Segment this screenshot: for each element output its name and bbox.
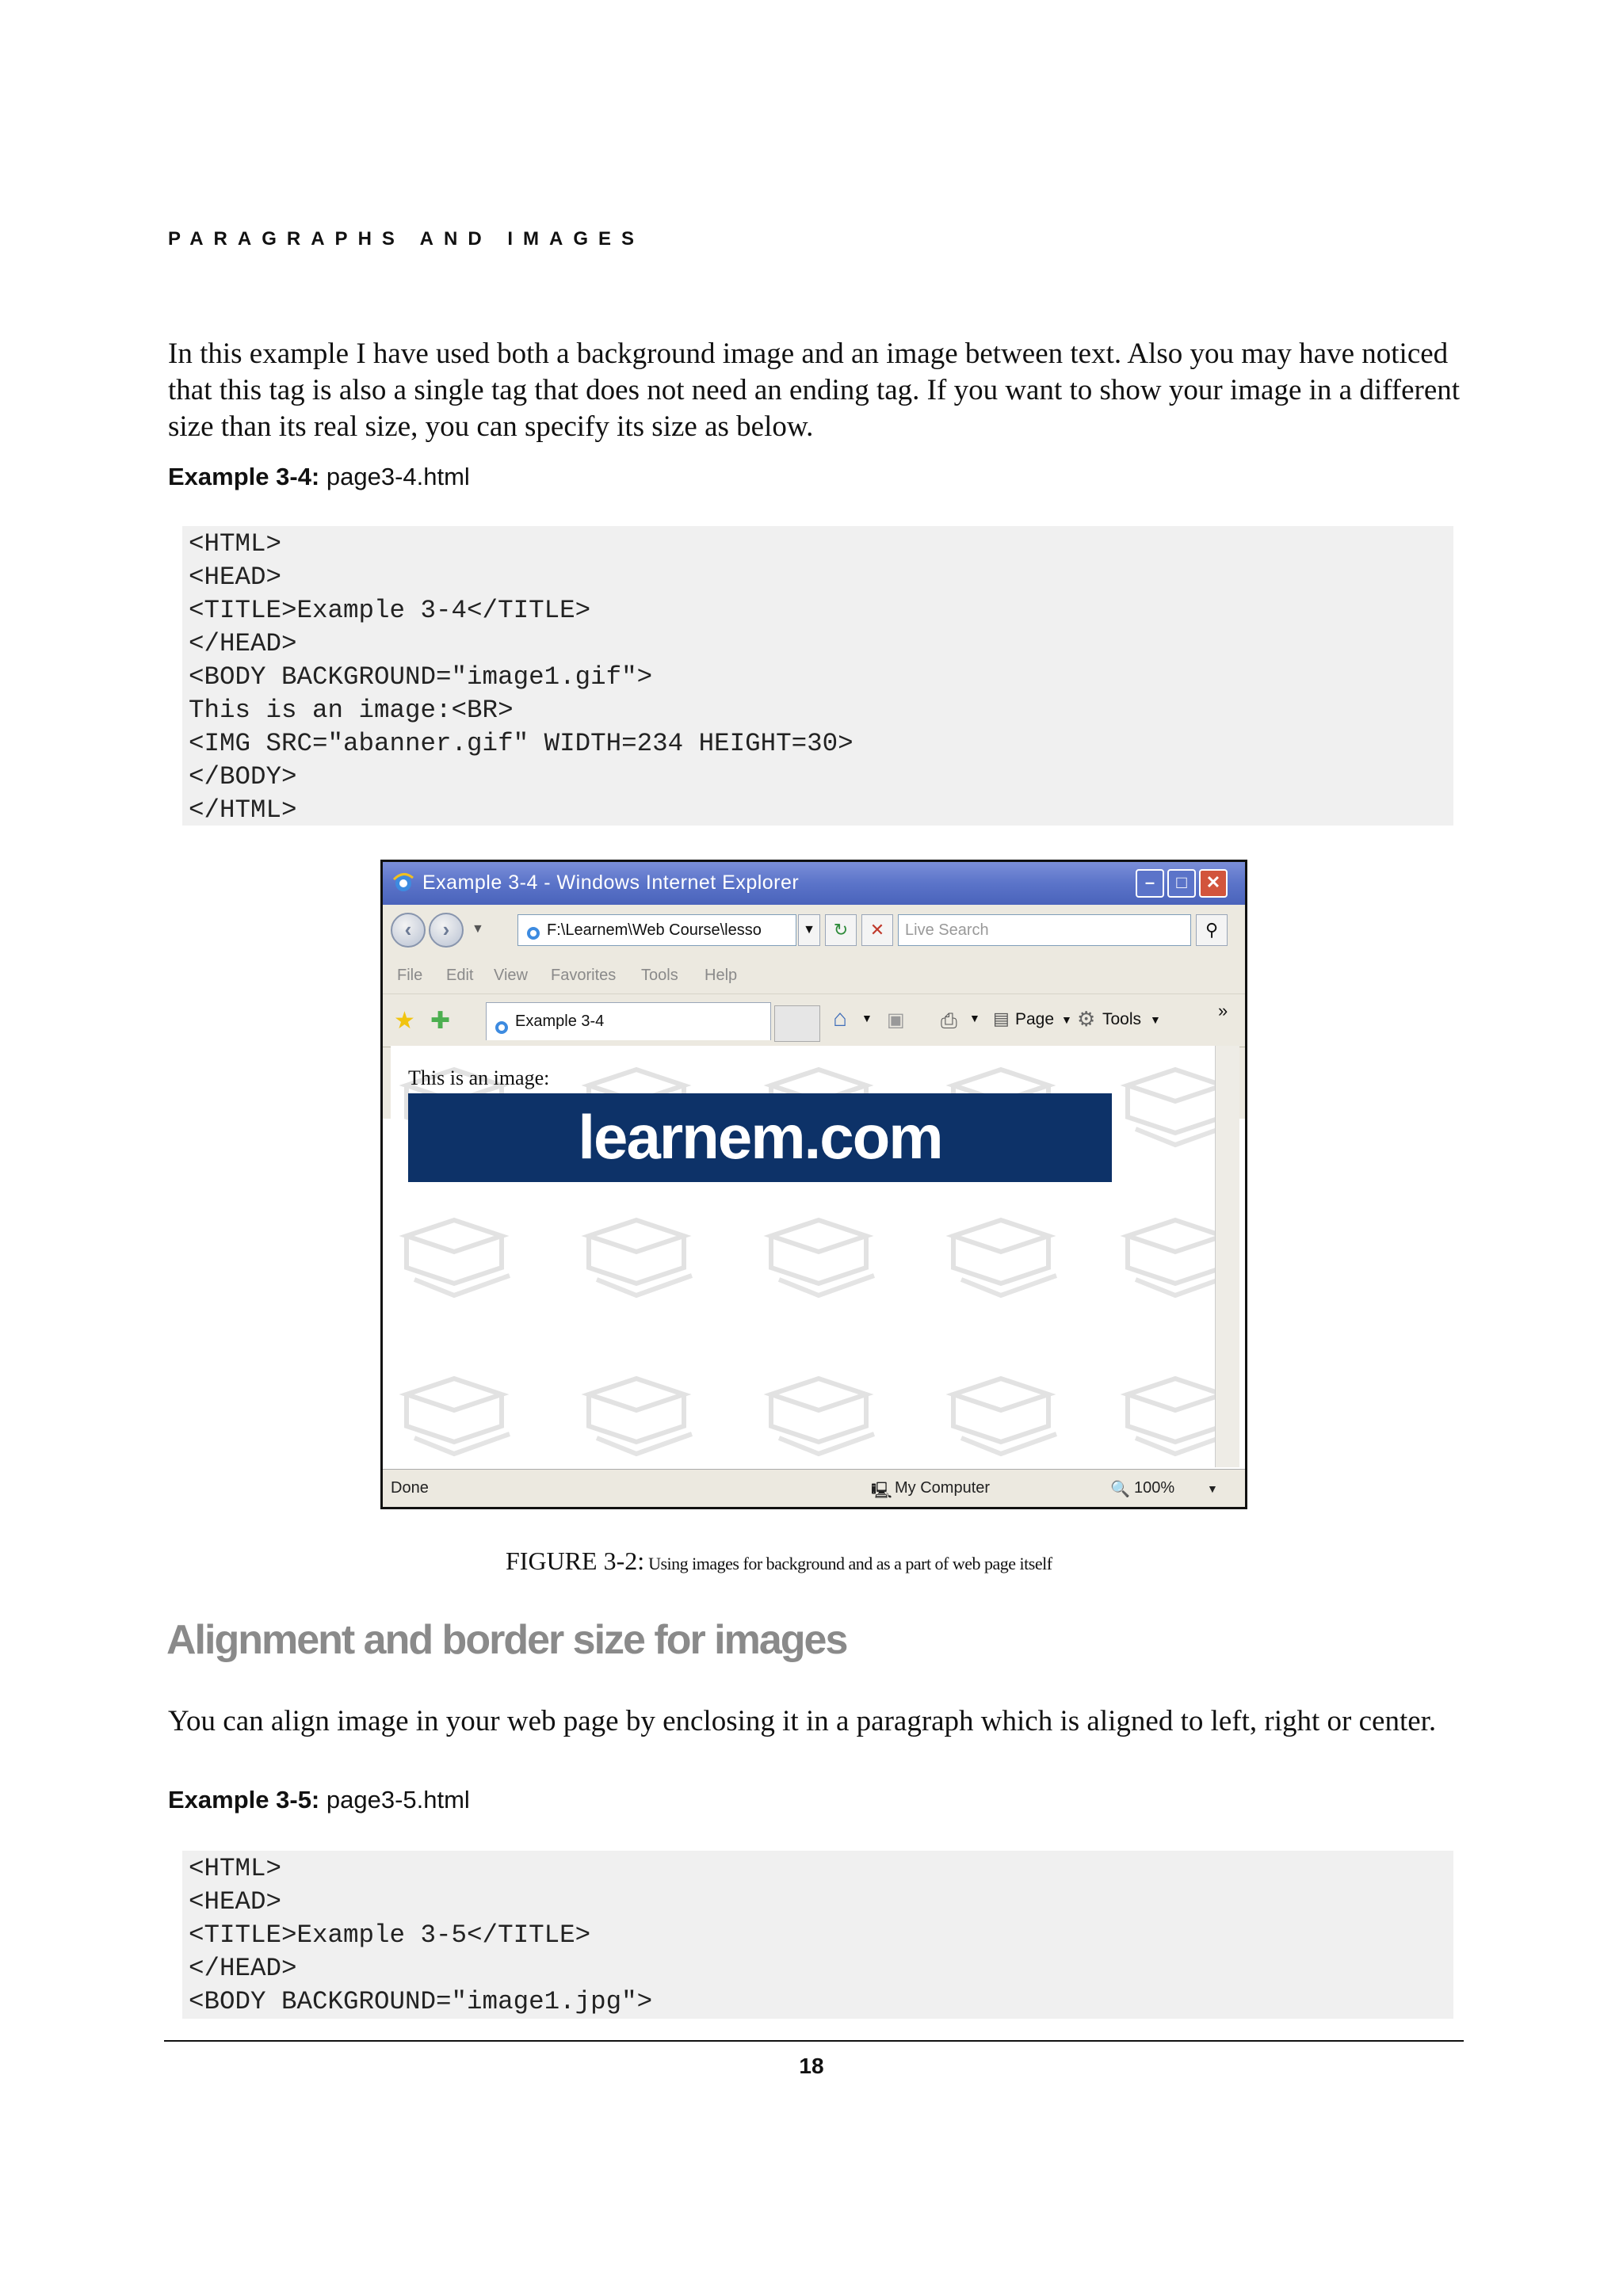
intro-line-2: that this tag is also a single tag that does not need an ending tag. If you want to show your image in a different [168, 374, 1461, 406]
status-zone: My Computer [895, 1479, 991, 1497]
browser-screenshot [380, 860, 1247, 1509]
page-dropdown-icon[interactable]: ▼ [1061, 1013, 1072, 1026]
maximize-button[interactable]: □ [1167, 869, 1196, 898]
code-line: <HTML> [189, 1854, 282, 1883]
code-block-2 [182, 1851, 1453, 2019]
print-icon[interactable]: ⎙ [941, 1009, 957, 1032]
minimize-button[interactable]: – [1136, 869, 1164, 898]
address-bar[interactable] [517, 914, 796, 946]
section-title: Alignment and border size for images [166, 1617, 847, 1663]
menu-help[interactable]: Help [705, 967, 738, 984]
figure-caption [506, 1547, 1052, 1576]
footer-rule [164, 2040, 1464, 2042]
menu-bar [383, 955, 1245, 994]
menu-view[interactable]: View [494, 967, 528, 984]
tab-label: Example 3-4 [515, 1013, 605, 1030]
code-line: </HTML> [189, 795, 297, 825]
example-label-2 [168, 1786, 470, 1814]
stop-button[interactable]: ✕ [861, 914, 893, 946]
status-bar [383, 1469, 1245, 1508]
search-icon[interactable]: ⚲ [1196, 914, 1228, 946]
address-dropdown-button[interactable]: ▼ [798, 914, 820, 946]
section-paragraph: You can align image in your web page by enclosing it in a paragraph which is aligned to left, right or center. [168, 1705, 1437, 1737]
code-line: <TITLE>Example 3-4</TITLE> [189, 596, 591, 625]
code-block-1 [182, 526, 1453, 826]
back-button[interactable]: ‹ [391, 913, 426, 948]
code-line: <TITLE>Example 3-5</TITLE> [189, 1920, 591, 1950]
menu-file[interactable]: File [397, 967, 423, 984]
home-dropdown-icon[interactable]: ▼ [861, 1012, 873, 1024]
refresh-button[interactable]: ↻ [825, 914, 857, 946]
page-text: This is an image: [408, 1066, 550, 1089]
search-input[interactable]: Live Search [898, 914, 1191, 946]
web-page-viewport [391, 1046, 1215, 1467]
ie-logo-icon [392, 871, 414, 894]
window-titlebar [383, 862, 1245, 905]
chevron-more-icon[interactable]: » [1218, 1001, 1228, 1020]
address-text: F:\Learnem\Web Course\lesso [547, 921, 762, 939]
favorites-star-icon[interactable]: ★ [394, 1008, 415, 1034]
banner-text: learnem.com [578, 1102, 942, 1172]
code-line: <HEAD> [189, 563, 282, 592]
page-number: 18 [799, 2054, 824, 2078]
intro-line-3: size than its real size, you can specify its size as below. [168, 410, 814, 443]
learnem-banner-image [408, 1093, 1112, 1182]
example-number-2: Example 3-5: [168, 1786, 320, 1814]
figure-text: Using images for background and as a part of web page itself [644, 1554, 1052, 1573]
menu-favorites[interactable]: Favorites [551, 967, 617, 984]
code-line: <BODY BACKGROUND="image1.gif"> [189, 662, 653, 692]
example-file-2: page3-5.html [319, 1786, 470, 1814]
intro-paragraph [168, 336, 1468, 445]
tab-page-icon [493, 1013, 510, 1030]
example-number-1: Example 3-4: [168, 463, 320, 490]
code-line: This is an image:<BR> [189, 696, 514, 725]
code-line: </HEAD> [189, 629, 297, 658]
example-label-1 [168, 463, 470, 491]
window-title: Example 3-4 - Windows Internet Explorer [422, 871, 800, 894]
favorites-bar [383, 994, 1245, 1047]
zoom-dropdown-icon[interactable]: ▼ [1207, 1482, 1218, 1495]
home-icon[interactable]: ⌂ [833, 1005, 848, 1032]
page-icon [525, 921, 542, 939]
tools-menu-button[interactable]: Tools [1102, 1010, 1142, 1028]
menu-edit[interactable]: Edit [446, 967, 474, 984]
history-dropdown-icon[interactable]: ▼ [472, 922, 484, 936]
status-zoom[interactable]: 100% [1134, 1479, 1175, 1497]
status-text: Done [391, 1479, 429, 1497]
vertical-scrollbar[interactable] [1215, 1046, 1239, 1467]
code-line: <HTML> [189, 529, 282, 559]
code-line: </HEAD> [189, 1954, 297, 1983]
example-file-1: page3-4.html [319, 463, 470, 490]
page-menu-icon[interactable]: ▤ [993, 1009, 1010, 1028]
gear-icon[interactable]: ⚙ [1077, 1007, 1096, 1031]
computer-icon: 🖳 [871, 1482, 892, 1500]
add-favorite-icon[interactable]: ✚ [430, 1008, 451, 1034]
new-tab-button[interactable] [774, 1005, 820, 1042]
running-head: PARAGRAPHS AND IMAGES [168, 228, 645, 250]
zoom-icon[interactable]: 🔍 [1110, 1481, 1130, 1498]
code-line: <IMG SRC="abanner.gif" WIDTH=234 HEIGHT=30> [189, 729, 854, 758]
code-line: <BODY BACKGROUND="image1.jpg"> [189, 1987, 653, 2016]
print-dropdown-icon[interactable]: ▼ [969, 1012, 980, 1024]
intro-line-1: In this example I have used both a background image and an image between text. Also you may have noticed [168, 338, 1449, 370]
menu-tools[interactable]: Tools [641, 967, 678, 984]
code-line: </BODY> [189, 762, 297, 791]
feeds-icon[interactable]: ▣ [887, 1009, 905, 1031]
close-button[interactable]: ✕ [1199, 869, 1228, 898]
forward-button[interactable]: › [429, 913, 464, 948]
tools-dropdown-icon[interactable]: ▼ [1150, 1013, 1161, 1026]
address-row [383, 905, 1245, 955]
code-line: <HEAD> [189, 1887, 282, 1917]
page-menu-button[interactable]: Page [1015, 1010, 1055, 1028]
tab-example-3-4[interactable] [486, 1002, 771, 1040]
figure-label: FIGURE 3-2: [506, 1547, 645, 1575]
